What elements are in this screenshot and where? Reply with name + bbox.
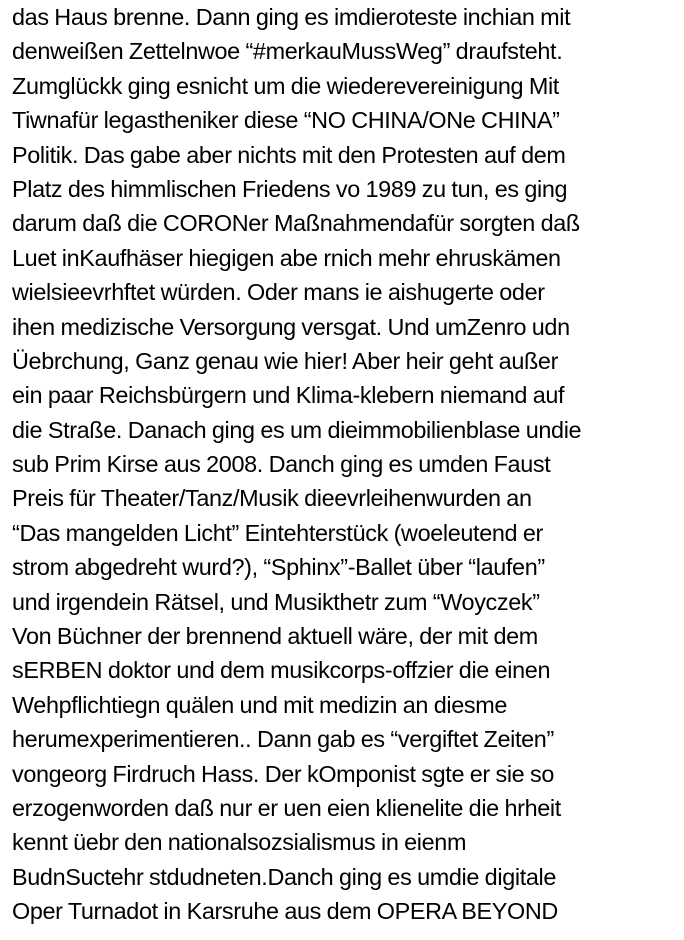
text-line: strom abgedreht wurd?), “Sphinx”-Ballet über “laufen”: [12, 554, 545, 581]
text-line: “Das mangelden Licht” Eintehterstück (woeleutend er: [12, 519, 543, 546]
text-line: Preis für Theater/Tanz/Musik dieevrleihenwurden an: [12, 485, 532, 512]
text-line: Tiwnafür legastheniker diese “NO CHINA/ONe CHINA”: [12, 107, 560, 134]
text-line: darum daß die CORONer Maßnahmendafür sorgten daß: [12, 210, 580, 237]
text-line: ihen medizische Versorgung versgat. Und umZenro udn: [12, 313, 570, 340]
text-line: kennt üebr den nationalsozsialismus in eienm: [12, 829, 467, 856]
text-line: denweißen Zettelnwoe “#merkauMussWeg” draufsteht.: [12, 38, 563, 65]
text-line: Politik. Das gabe aber nichts mit den Protesten auf dem: [12, 141, 566, 168]
text-line: Oper Turnadot in Karsruhe aus dem OPERA BEYOND: [12, 898, 558, 925]
text-line: sERBEN doktor und dem musikcorps-offzier die einen: [12, 657, 551, 684]
text-line: erzogenworden daß nur er uen eien klienelite die hrheit: [12, 794, 561, 821]
text-line: Wehpflichtiegn quälen und mit medizin an diesme: [12, 691, 508, 718]
text-line: Zumglückk ging esnicht um die wiederevereinigung Mit: [12, 72, 559, 99]
text-line: Platz des himmlischen Friedens vo 1989 zu tun, es ging: [12, 175, 568, 202]
text-line: wielsieevrhftet würden. Oder mans ie aishugerte oder: [12, 279, 545, 306]
text-line: BudnSuctehr stdudneten.Danch ging es umdie digitale: [12, 863, 557, 890]
text-line: die Straße. Danach ging es um dieimmobilienblase undie: [12, 416, 582, 443]
text-line: vongeorg Firdruch Hass. Der kOmponist sgte er sie so: [12, 760, 554, 787]
text-line: ein paar Reichsbürgern und Klima-klebern niemand auf: [12, 382, 565, 409]
text-line: Von Büchner der brennend aktuell wäre, der mit dem: [12, 623, 538, 650]
body-text: [12, 0, 682, 929]
text-line: Üebrchung, Ganz genau wie hier! Aber heir geht außer: [12, 347, 559, 374]
text-line: sub Prim Kirse aus 2008. Danch ging es umden Faust: [12, 451, 551, 478]
text-line: herumexperimentieren.. Dann gab es “vergiftet Zeiten”: [12, 726, 554, 753]
text-line: das Haus brenne. Dann ging es imdieroteste inchian mit: [12, 4, 571, 30]
text-line: Luet inKaufhäser hiegigen abe rnich mehr ehruskämen: [12, 244, 561, 271]
text-line: und irgendein Rätsel, und Musikthetr zum “Woyczek”: [12, 588, 540, 615]
